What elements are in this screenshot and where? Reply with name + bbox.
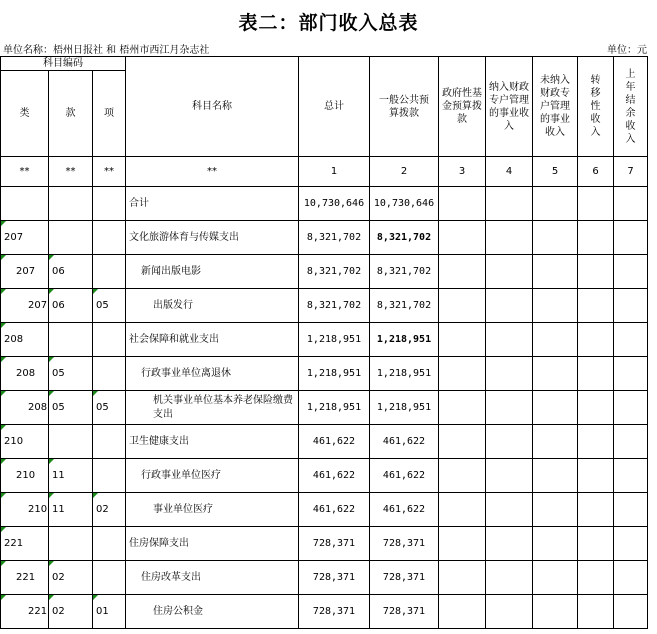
general-budget-cell: 461,622 bbox=[370, 425, 439, 459]
empty-cell bbox=[578, 357, 614, 391]
empty-cell bbox=[439, 425, 486, 459]
empty-cell bbox=[533, 391, 578, 425]
empty-cell bbox=[439, 527, 486, 561]
table-row bbox=[1, 187, 648, 221]
empty-cell bbox=[578, 493, 614, 527]
kuan-cell: 11 bbox=[49, 459, 93, 493]
kuan-cell: 02 bbox=[49, 561, 93, 595]
lei-header: 类 bbox=[1, 71, 49, 157]
general-budget-cell: 8,321,702 bbox=[370, 289, 439, 323]
empty-cell bbox=[439, 595, 486, 629]
transfer-header: 转移性收入 bbox=[578, 57, 614, 157]
kuan-cell bbox=[49, 425, 93, 459]
table-row bbox=[1, 221, 648, 255]
empty-cell bbox=[578, 527, 614, 561]
total-cell: 728,371 bbox=[299, 595, 370, 629]
xiang-cell bbox=[93, 357, 126, 391]
empty-cell bbox=[578, 323, 614, 357]
subject-code-header: 科目编码 bbox=[1, 57, 126, 71]
code-cell: ** bbox=[49, 157, 93, 187]
gov-fund-header: 政府性基金预算拨款 bbox=[439, 57, 486, 157]
empty-cell bbox=[533, 357, 578, 391]
total-cell: 728,371 bbox=[299, 561, 370, 595]
lei-cell: 208 bbox=[1, 391, 49, 425]
total-cell: 8,321,702 bbox=[299, 255, 370, 289]
xiang-cell bbox=[93, 561, 126, 595]
code-cell: ** bbox=[1, 157, 49, 187]
general-budget-cell: 1,218,951 bbox=[370, 323, 439, 357]
empty-cell bbox=[614, 187, 648, 221]
empty-cell bbox=[533, 493, 578, 527]
empty-cell bbox=[486, 459, 533, 493]
xiang-cell: 01 bbox=[93, 595, 126, 629]
subject-name-cell: 机关事业单位基本养老保险缴费支出 bbox=[126, 391, 299, 425]
empty-cell bbox=[486, 187, 533, 221]
total-cell: 1,218,951 bbox=[299, 357, 370, 391]
empty-cell bbox=[439, 187, 486, 221]
empty-cell bbox=[614, 595, 648, 629]
empty-cell bbox=[578, 595, 614, 629]
table-row bbox=[1, 595, 648, 629]
empty-cell bbox=[578, 221, 614, 255]
unit-name: 单位名称：梧州日报社 和 梧州市西江月杂志社 bbox=[3, 45, 210, 56]
last-year-header: 上年结余收入 bbox=[614, 57, 648, 157]
subject-name-cell: 住房改革支出 bbox=[126, 561, 299, 595]
table-row bbox=[1, 255, 648, 289]
code-row bbox=[1, 157, 648, 187]
kuan-cell: 05 bbox=[49, 357, 93, 391]
empty-cell bbox=[486, 527, 533, 561]
general-budget-cell: 728,371 bbox=[370, 561, 439, 595]
empty-cell bbox=[578, 391, 614, 425]
general-budget-cell: 1,218,951 bbox=[370, 357, 439, 391]
lei-cell: 210 bbox=[1, 425, 49, 459]
xiang-cell bbox=[93, 323, 126, 357]
subject-name-cell: 合计 bbox=[126, 187, 299, 221]
table-row bbox=[1, 289, 648, 323]
xiang-cell: 05 bbox=[93, 391, 126, 425]
subject-name-cell: 出版发行 bbox=[126, 289, 299, 323]
kuan-cell bbox=[49, 323, 93, 357]
empty-cell bbox=[486, 357, 533, 391]
kuan-cell: 05 bbox=[49, 391, 93, 425]
total-cell: 8,321,702 bbox=[299, 221, 370, 255]
code-cell: 5 bbox=[533, 157, 578, 187]
empty-cell bbox=[486, 595, 533, 629]
empty-cell bbox=[533, 527, 578, 561]
empty-cell bbox=[533, 255, 578, 289]
code-cell: ** bbox=[93, 157, 126, 187]
empty-cell bbox=[486, 493, 533, 527]
empty-cell bbox=[533, 561, 578, 595]
total-cell: 728,371 bbox=[299, 527, 370, 561]
xiang-cell bbox=[93, 187, 126, 221]
kuan-header: 款 bbox=[49, 71, 93, 157]
empty-cell bbox=[533, 289, 578, 323]
subject-name-cell: 新闻出版电影 bbox=[126, 255, 299, 289]
kuan-cell bbox=[49, 221, 93, 255]
table-row bbox=[1, 459, 648, 493]
empty-cell bbox=[578, 187, 614, 221]
empty-cell bbox=[439, 561, 486, 595]
xiang-cell: 05 bbox=[93, 289, 126, 323]
table-row bbox=[1, 493, 648, 527]
xiang-cell bbox=[93, 459, 126, 493]
empty-cell bbox=[614, 255, 648, 289]
kuan-cell: 11 bbox=[49, 493, 93, 527]
lei-cell: 208 bbox=[1, 323, 49, 357]
empty-cell bbox=[533, 425, 578, 459]
empty-cell bbox=[486, 561, 533, 595]
empty-cell bbox=[439, 357, 486, 391]
lei-cell: 207 bbox=[1, 289, 49, 323]
empty-cell bbox=[614, 493, 648, 527]
subject-name-cell: 行政事业单位离退休 bbox=[126, 357, 299, 391]
subject-name-header: 科目名称 bbox=[126, 57, 299, 157]
general-budget-cell: 728,371 bbox=[370, 595, 439, 629]
empty-cell bbox=[578, 255, 614, 289]
empty-cell bbox=[486, 255, 533, 289]
subject-name-cell: 住房保障支出 bbox=[126, 527, 299, 561]
general-budget-header: 一般公共预算拨款 bbox=[370, 57, 439, 157]
lei-cell: 208 bbox=[1, 357, 49, 391]
general-budget-cell: 1,218,951 bbox=[370, 391, 439, 425]
empty-cell bbox=[614, 323, 648, 357]
table-row bbox=[1, 391, 648, 425]
empty-cell bbox=[439, 459, 486, 493]
xiang-cell bbox=[93, 527, 126, 561]
empty-cell bbox=[614, 221, 648, 255]
empty-cell bbox=[486, 221, 533, 255]
empty-cell bbox=[439, 391, 486, 425]
empty-cell bbox=[533, 595, 578, 629]
kuan-cell: 06 bbox=[49, 289, 93, 323]
lei-cell: 221 bbox=[1, 527, 49, 561]
general-budget-cell: 461,622 bbox=[370, 493, 439, 527]
total-cell: 1,218,951 bbox=[299, 391, 370, 425]
empty-cell bbox=[439, 323, 486, 357]
total-cell: 461,622 bbox=[299, 459, 370, 493]
xiang-cell bbox=[93, 221, 126, 255]
page-title: 表二：部门收入总表 bbox=[238, 12, 419, 34]
lei-cell bbox=[1, 187, 49, 221]
empty-cell bbox=[533, 459, 578, 493]
empty-cell bbox=[614, 459, 648, 493]
empty-cell bbox=[614, 561, 648, 595]
lei-cell: 210 bbox=[1, 493, 49, 527]
empty-cell bbox=[486, 391, 533, 425]
empty-cell bbox=[439, 221, 486, 255]
empty-cell bbox=[533, 221, 578, 255]
empty-cell bbox=[578, 425, 614, 459]
code-cell: 2 bbox=[370, 157, 439, 187]
kuan-cell bbox=[49, 527, 93, 561]
empty-cell bbox=[614, 527, 648, 561]
general-budget-cell: 728,371 bbox=[370, 527, 439, 561]
empty-cell bbox=[614, 391, 648, 425]
income-table bbox=[0, 56, 648, 629]
total-cell: 10,730,646 bbox=[299, 187, 370, 221]
general-budget-cell: 461,622 bbox=[370, 459, 439, 493]
empty-cell bbox=[439, 255, 486, 289]
subject-name-cell: 文化旅游体育与传媒支出 bbox=[126, 221, 299, 255]
total-header: 总计 bbox=[299, 57, 370, 157]
subject-name-cell: 行政事业单位医疗 bbox=[126, 459, 299, 493]
xiang-cell bbox=[93, 255, 126, 289]
table-row bbox=[1, 357, 648, 391]
subject-name-cell: 事业单位医疗 bbox=[126, 493, 299, 527]
in-special-header: 纳入财政专户管理的事业收入 bbox=[486, 57, 533, 157]
lei-cell: 221 bbox=[1, 561, 49, 595]
empty-cell bbox=[533, 323, 578, 357]
empty-cell bbox=[486, 289, 533, 323]
general-budget-cell: 10,730,646 bbox=[370, 187, 439, 221]
code-cell: 7 bbox=[614, 157, 648, 187]
code-cell: 1 bbox=[299, 157, 370, 187]
table-row bbox=[1, 323, 648, 357]
total-cell: 461,622 bbox=[299, 425, 370, 459]
out-special-header: 未纳入财政专户管理的事业收入 bbox=[533, 57, 578, 157]
empty-cell bbox=[578, 459, 614, 493]
total-cell: 8,321,702 bbox=[299, 289, 370, 323]
empty-cell bbox=[614, 425, 648, 459]
general-budget-cell: 8,321,702 bbox=[370, 221, 439, 255]
table-row bbox=[1, 527, 648, 561]
subject-name-cell: 卫生健康支出 bbox=[126, 425, 299, 459]
total-cell: 461,622 bbox=[299, 493, 370, 527]
kuan-cell: 06 bbox=[49, 255, 93, 289]
code-cell: 6 bbox=[578, 157, 614, 187]
empty-cell bbox=[486, 323, 533, 357]
empty-cell bbox=[578, 289, 614, 323]
subject-name-cell: 住房公积金 bbox=[126, 595, 299, 629]
lei-cell: 221 bbox=[1, 595, 49, 629]
lei-cell: 207 bbox=[1, 221, 49, 255]
table-row bbox=[1, 561, 648, 595]
empty-cell bbox=[614, 357, 648, 391]
subject-name-cell: 社会保障和就业支出 bbox=[126, 323, 299, 357]
general-budget-cell: 8,321,702 bbox=[370, 255, 439, 289]
empty-cell bbox=[533, 187, 578, 221]
total-cell: 1,218,951 bbox=[299, 323, 370, 357]
empty-cell bbox=[439, 493, 486, 527]
empty-cell bbox=[614, 289, 648, 323]
empty-cell bbox=[439, 289, 486, 323]
empty-cell bbox=[578, 561, 614, 595]
xiang-cell bbox=[93, 425, 126, 459]
xiang-header: 项 bbox=[93, 71, 126, 157]
lei-cell: 210 bbox=[1, 459, 49, 493]
currency-unit: 单位：元 bbox=[607, 45, 647, 56]
code-cell: ** bbox=[126, 157, 299, 187]
code-cell: 3 bbox=[439, 157, 486, 187]
table-row bbox=[1, 425, 648, 459]
empty-cell bbox=[486, 425, 533, 459]
lei-cell: 207 bbox=[1, 255, 49, 289]
kuan-cell: 02 bbox=[49, 595, 93, 629]
kuan-cell bbox=[49, 187, 93, 221]
xiang-cell: 02 bbox=[93, 493, 126, 527]
code-cell: 4 bbox=[486, 157, 533, 187]
